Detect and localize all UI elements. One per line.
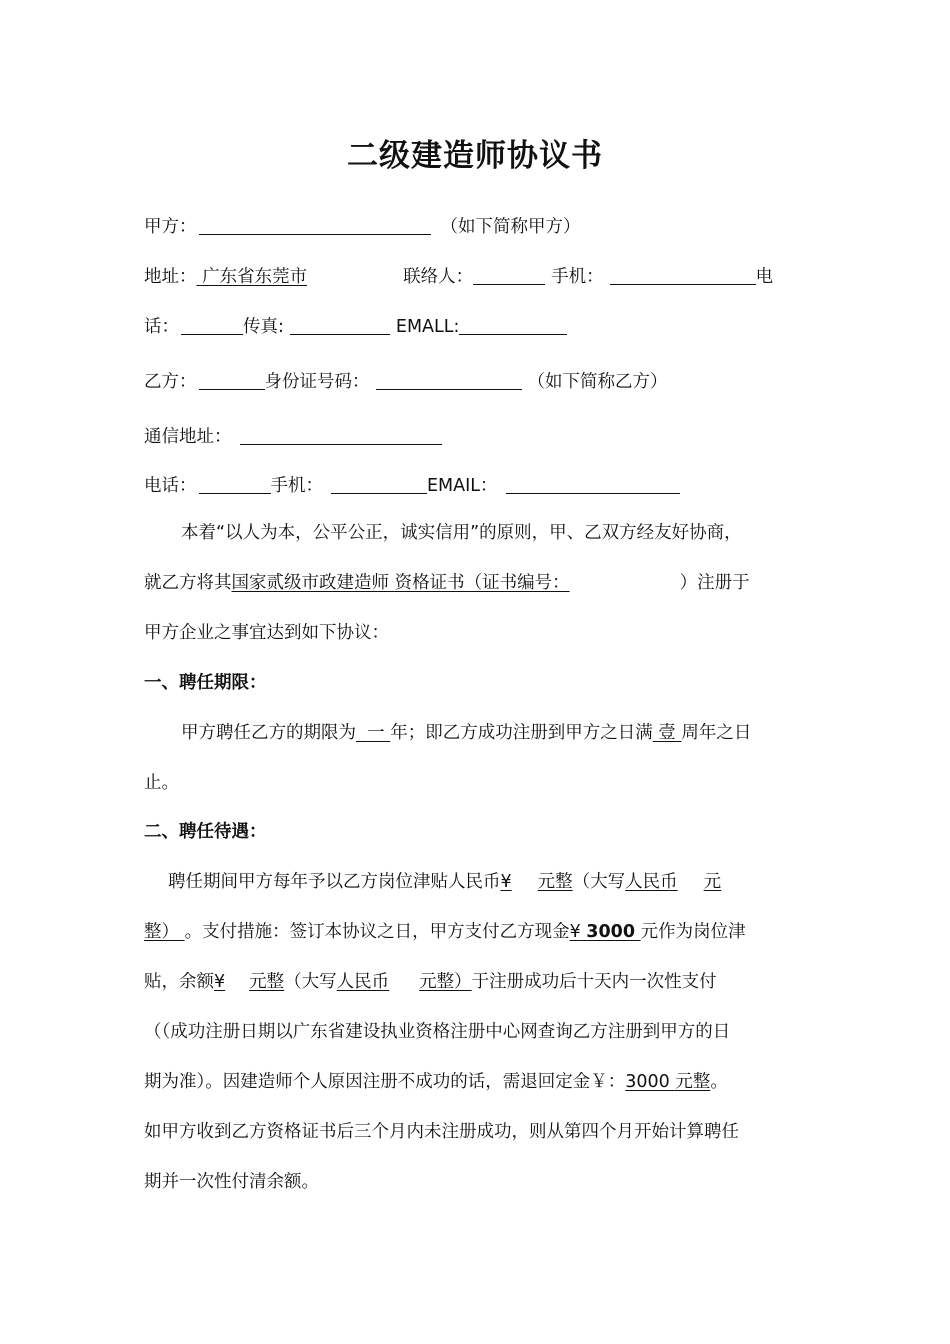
section-2-line-7: 期并一次性付清余额。	[144, 1172, 319, 1192]
deposit-amount[interactable]: ¥ 3000	[569, 922, 636, 942]
party-a-suffix: （如下简称甲方）	[440, 217, 581, 237]
party-a-address-line	[144, 262, 814, 289]
tel-label-start: 电	[755, 267, 774, 287]
fax-blank[interactable]	[290, 315, 390, 335]
term-text: 甲方聘任乙方的期限为	[181, 723, 356, 743]
mobile-blank[interactable]	[610, 265, 756, 285]
address-label: 地址：	[144, 267, 197, 287]
section-1-line-1	[144, 721, 851, 745]
party-b-suffix: （如下简称乙方）	[527, 372, 668, 392]
refund-period: 。	[710, 1072, 728, 1092]
address-value[interactable]: 广东省东莞市	[202, 267, 308, 287]
contact-blank[interactable]	[473, 265, 545, 285]
section-2-line-6: 如甲方收到乙方资格证书后三个月内未注册成功，则从第四个月开始计算聘任	[144, 1122, 739, 1142]
intro-line-1: 本着“以人为本，公平公正，诚实信用”的原则，甲、乙双方经友好协商，	[181, 523, 742, 543]
document-title: 二级建造师协议书	[347, 138, 603, 174]
section-2-line-4: （（成功注册日期以广东省建设执业资格注册中心网查询乙方注册到甲方的日	[144, 1022, 731, 1042]
certificate-number-field[interactable]: （证书编号：	[464, 573, 570, 593]
intro-text: 就乙方将其	[144, 573, 232, 593]
balance-uppercase-label: （大写	[284, 972, 337, 992]
party-b-contact-line	[144, 471, 814, 498]
section-2-line-3	[144, 970, 814, 994]
party-a-line	[144, 212, 814, 239]
section-1-heading: 一、聘任期限：	[144, 673, 267, 693]
intro-line-2	[144, 571, 814, 595]
balance-uppercase[interactable]: 人民币 元整）	[336, 972, 472, 992]
mail-address-label: 通信地址：	[144, 427, 232, 447]
mobile-label: 手机：	[551, 267, 604, 287]
party-b-address-line	[144, 422, 814, 449]
term-text-mid: 年；即乙方成功注册到甲方之日满	[390, 723, 653, 743]
party-a-contact-line	[144, 312, 814, 339]
party-b-line	[144, 367, 814, 394]
party-b-email-blank[interactable]	[506, 474, 680, 494]
party-b-mobile-label: 手机：	[270, 476, 323, 496]
email-label: EMALL:	[395, 317, 460, 337]
term-anniversary[interactable]: 壹	[658, 723, 676, 743]
term-text-end: 周年之日	[681, 723, 752, 743]
section-2-heading: 二、聘任待遇：	[144, 822, 267, 842]
id-blank[interactable]	[376, 370, 522, 390]
contact-label: 联络人：	[403, 267, 474, 287]
party-b-tel-blank[interactable]	[199, 474, 271, 494]
payment-text-end: 元作为岗位津	[640, 922, 746, 942]
certificate-type: 国家贰级市政建造师	[231, 573, 389, 593]
balance-text: 贴，余额	[144, 972, 214, 992]
refund-amount[interactable]: 3000 元整	[625, 1072, 711, 1092]
certificate-label: 资格证书	[394, 573, 465, 593]
id-label: 身份证号码：	[264, 372, 370, 392]
email-blank[interactable]	[459, 315, 567, 335]
balance-text-end: 于注册成功后十天内一次性支付	[471, 972, 717, 992]
tel-blank[interactable]	[181, 315, 243, 335]
tel-label-end: 话：	[144, 317, 179, 337]
mail-address-blank[interactable]	[240, 425, 442, 445]
annual-allowance-uppercase-end[interactable]: 整）	[144, 922, 179, 942]
section-2-line-2	[144, 920, 814, 944]
section-2-line-1	[144, 870, 838, 894]
party-b-email-label: EMAIL：	[427, 476, 498, 496]
annual-allowance-uppercase[interactable]: 人民币 元	[625, 872, 722, 892]
uppercase-label: （大写	[572, 872, 626, 892]
section-1-line-2: 止。	[144, 773, 179, 793]
term-years[interactable]: 一	[367, 723, 385, 743]
allowance-text: 聘任期间甲方每年予以乙方岗位津贴人民币	[168, 872, 501, 892]
section-2-line-5	[144, 1070, 814, 1094]
payment-text: 。支付措施：签订本协议之日，甲方支付乙方现金	[184, 922, 570, 942]
balance-amount[interactable]: ¥ 元整	[214, 972, 285, 992]
intro-line-3: 甲方企业之事宜达到如下协议：	[144, 623, 389, 643]
intro-text-tail: ）注册于	[679, 573, 750, 593]
party-b-tel-label: 电话：	[144, 476, 197, 496]
party-a-label: 甲方：	[144, 217, 197, 237]
refund-text: 期为准）。因建造师个人原因注册不成功的话，需退回定金￥：	[144, 1072, 626, 1092]
party-a-name-blank[interactable]	[199, 215, 431, 235]
party-b-label: 乙方：	[144, 372, 197, 392]
annual-allowance-amount[interactable]: ¥ 元整	[500, 872, 573, 892]
party-b-mobile-blank[interactable]	[331, 474, 427, 494]
party-b-name-blank[interactable]	[199, 370, 265, 390]
fax-label: 传真:	[243, 317, 284, 337]
